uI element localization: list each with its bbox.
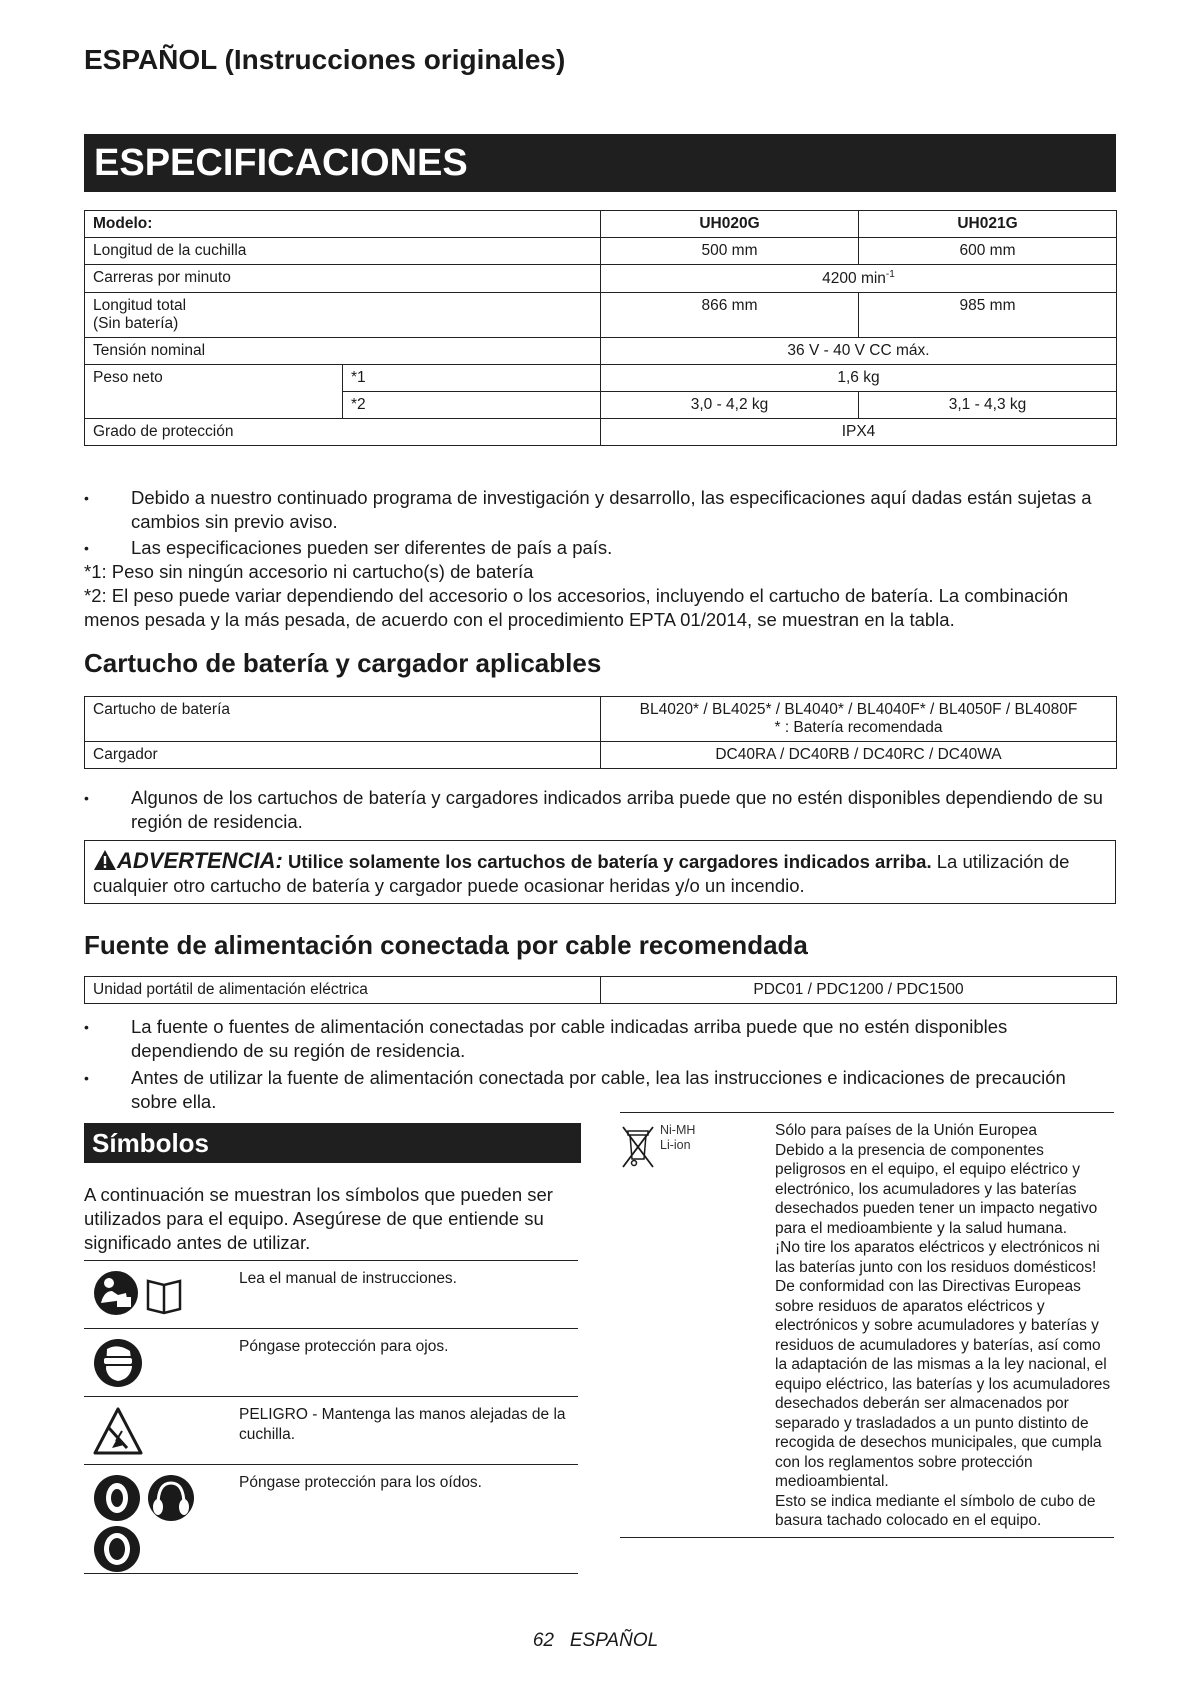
symbol-text-eyes: Póngase protección para ojos. [239, 1338, 449, 1355]
overall-length-label-line2: (Sin batería) [93, 315, 179, 333]
table-row [85, 238, 1117, 265]
danger-blade-icon [92, 1405, 144, 1457]
table-row [85, 697, 1117, 742]
power-notes [84, 1015, 1116, 1114]
table-row [85, 293, 1117, 338]
warning-bold-text: Utilice solamente los cartuchos de batería y cargadores indicados arriba. [287, 851, 932, 872]
voltage-label: Tensión nominal [85, 338, 601, 365]
table-row [85, 742, 1117, 769]
model-uh020g: UH020G [601, 211, 859, 238]
battery-notes [84, 786, 1116, 834]
symbol-text-ears: Póngase protección para los oídos. [239, 1474, 482, 1491]
model-label: Modelo: [85, 211, 601, 238]
battery-recommended-note: * : Batería recomendada [774, 719, 943, 736]
strokes-number: 4200 min [822, 270, 886, 288]
overall-length-uh021g: 985 mm [859, 293, 1117, 338]
weee-text-4: De conformidad con las Directivas Europeas sobre residuos de aparatos eléctricos y electrónicos y sobre acumuladores y baterías y residuos de acumuladores y baterías, así como la adaptación de las mismas a la ley nacional, el equipo eléctrico, las baterías y los acumuladores desechados deberán ser almacenados por separado y trasladados a un punto distinto de recogida de desechos municipales, que cumpla con los reglamentos sobre protección medioambiental. [775, 1278, 1111, 1490]
weee-text-1: Sólo para países de la Unión Europea [775, 1122, 1037, 1139]
blade-length-uh021g: 600 mm [859, 238, 1117, 265]
blade-length-label: Longitud de la cuchilla [85, 238, 601, 265]
list-item [84, 1328, 578, 1396]
strokes-label: Carreras por minuto [85, 265, 601, 293]
table-row [85, 265, 1117, 293]
specifications-banner: ESPECIFICACIONES [84, 134, 1116, 192]
portable-power-unit-label: Unidad portátil de alimentación eléctrica [85, 977, 601, 1004]
table-row [85, 365, 1117, 392]
protection-value: IPX4 [601, 419, 1117, 446]
power-bullet-2: • Antes de utilizar la fuente de alimentación conectada por cable, lea las instrucciones e indicaciones de precaución sobre ella. [84, 1066, 1116, 1114]
weee-block [620, 1112, 1114, 1538]
power-table [84, 976, 1117, 1004]
weee-label-liion: Li-ion [660, 1138, 691, 1152]
power-section-title: Fuente de alimentación conectada por cable recomendada [84, 930, 808, 960]
symbols-intro: A continuación se muestran los símbolos que pueden ser utilizados para el equipo. Asegúrese de que entiende su significado antes de utilizar. [84, 1184, 553, 1253]
table-row [85, 419, 1117, 446]
warning-text: La utilización de cualquier otro cartucho de batería y cargador puede ocasionar heridas y/o un incendio. [93, 851, 1070, 896]
spec-bullet-2: • Las especificaciones pueden ser diferentes de país a país. [84, 536, 1116, 560]
weight-note-1: *1 [343, 365, 601, 392]
weight-note-2: *2 [343, 392, 601, 419]
battery-section-title: Cartucho de batería y cargador aplicables [84, 648, 602, 678]
crossed-bin-icon [620, 1123, 656, 1169]
battery-bullet: • Algunos de los cartuchos de batería y cargadores indicados arriba puede que no estén disponibles dependiendo de su región de residencia. [84, 786, 1116, 834]
battery-models: BL4020* / BL4025* / BL4040* / BL4040F* / BL4050F / BL4080F [639, 701, 1078, 718]
blade-length-uh020g: 500 mm [601, 238, 859, 265]
charger-label: Cargador [85, 742, 601, 769]
table-row [85, 338, 1117, 365]
page-footer [0, 1630, 1191, 1652]
ear-protection-icon [92, 1473, 197, 1573]
weee-label-nimh: Ni-MH [660, 1123, 696, 1137]
net-weight-label: Peso neto [85, 365, 343, 419]
model-uh021g: UH021G [859, 211, 1117, 238]
weee-text-3: ¡No tire los aparatos eléctricos y electrónicos ni las baterías junto con los residuos domésticos! [775, 1239, 1100, 1276]
symbols-list [84, 1260, 578, 1574]
symbol-text-danger: PELIGRO - Mantenga las manos alejadas de la cuchilla. [239, 1406, 566, 1443]
footer-language: ESPAÑOL [569, 1630, 659, 1651]
spec-bullet-1: • Debido a nuestro continuado programa de investigación y desarrollo, las especificaciones aquí dadas están sujetas a cambios sin previo aviso. [84, 486, 1116, 534]
weee-text-5: Esto se indica mediante el símbolo de cubo de basura tachado colocado en el equipo. [775, 1492, 1096, 1529]
warning-box [84, 840, 1116, 904]
charger-value: DC40RA / DC40RB / DC40RC / DC40WA [601, 742, 1117, 769]
symbols-banner: Símbolos [84, 1123, 581, 1163]
table-row [85, 211, 1117, 238]
specifications-table [84, 210, 1117, 446]
page-number: 62 [532, 1630, 554, 1651]
table-row [85, 977, 1117, 1004]
warning-triangle-icon [93, 849, 117, 871]
list-item [84, 1464, 578, 1574]
read-manual-icon [92, 1269, 192, 1317]
page-header: ESPAÑOL (Instrucciones originales) [84, 44, 566, 75]
weight-footnote-1: *1: Peso sin ningún accesorio ni cartucho(s) de batería [84, 561, 534, 582]
battery-cartridge-label: Cartucho de batería [85, 697, 601, 742]
portable-power-unit-value: PDC01 / PDC1200 / PDC1500 [601, 977, 1117, 1004]
overall-length-uh020g: 866 mm [601, 293, 859, 338]
weee-text-2: Debido a la presencia de componentes peligrosos en el equipo, el equipo eléctrico y electrónico, los acumuladores y las baterías desechados pueden tener un impacto negativo para el medioambiente y la salud humana. [775, 1141, 1098, 1237]
overall-length-label-line1: Longitud total [93, 297, 187, 315]
eye-protection-icon [92, 1337, 144, 1389]
list-item [84, 1396, 578, 1464]
weight-footnote-2: *2: El peso puede variar dependiendo del accesorio o los accesorios, incluyendo el cartucho de batería. La combinación menos pesada y la más pesada, de acuerdo con el procedimiento EPTA 01/2014, se muestran en la tabla. [84, 585, 1069, 630]
weight-value-1: 1,6 kg [601, 365, 1117, 392]
warning-title: ADVERTENCIA: [117, 848, 283, 873]
battery-cartridge-value [601, 697, 1117, 742]
spec-notes [84, 486, 1116, 632]
symbol-text-manual: Lea el manual de instrucciones. [239, 1270, 457, 1287]
overall-length-label [85, 293, 601, 338]
strokes-value [601, 265, 1117, 293]
power-bullet-1: • La fuente o fuentes de alimentación conectadas por cable indicadas arriba puede que no estén disponibles dependiendo de su región de residencia. [84, 1015, 1116, 1063]
list-item [84, 1260, 578, 1328]
voltage-value: 36 V - 40 V CC máx. [601, 338, 1117, 365]
weight-value-2-uh020g: 3,0 - 4,2 kg [601, 392, 859, 419]
weight-value-2-uh021g: 3,1 - 4,3 kg [859, 392, 1117, 419]
protection-label: Grado de protección [85, 419, 601, 446]
battery-table [84, 696, 1117, 769]
strokes-unit-exponent: -1 [885, 269, 895, 280]
